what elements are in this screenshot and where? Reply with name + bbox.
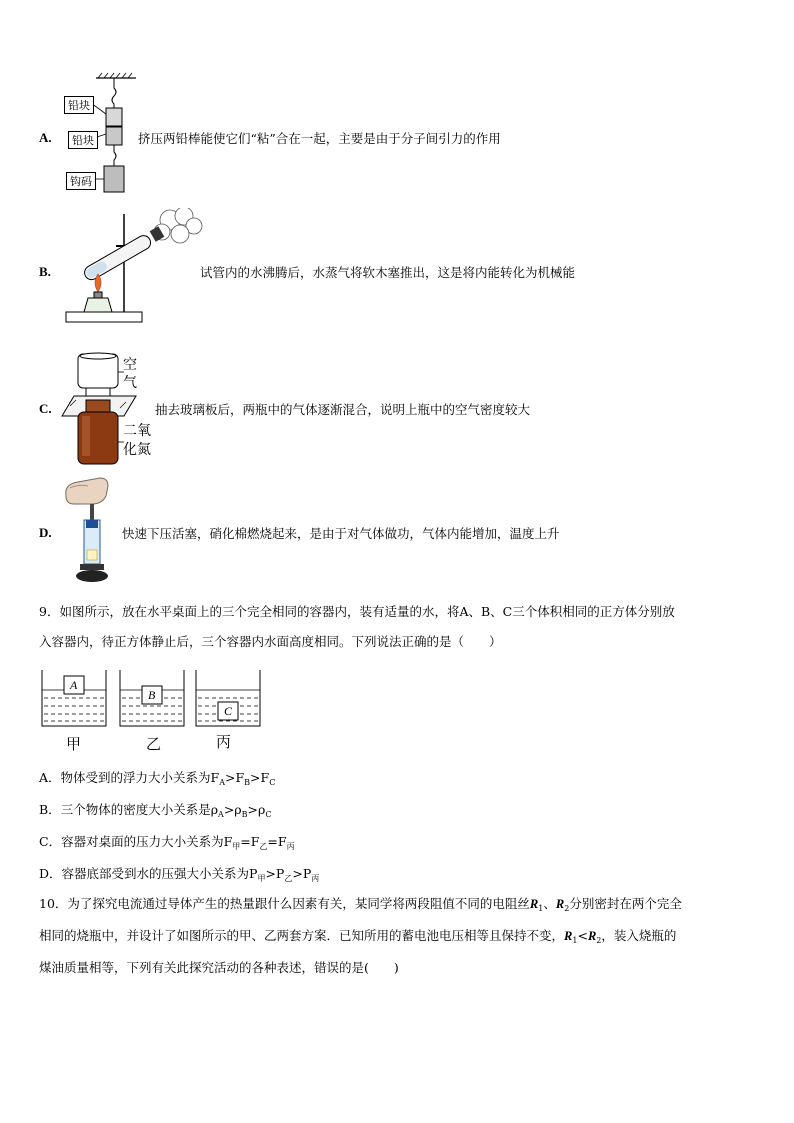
option-d-text: 快速下压活塞，硝化棉燃烧起来，是由于对气体做功，气体内能增加，温度上升 xyxy=(122,526,560,541)
option-c-letter: C. xyxy=(39,401,52,416)
label-no2-1: 二氧 xyxy=(123,423,151,439)
q9-line-1: 9．如图所示，放在水平桌面上的三个完全相同的容器内，装有适量的水，将A、B、C三个体积相同的正方体分别放 xyxy=(39,604,675,619)
label-air-2: 气 xyxy=(123,375,137,391)
label-lead-2: 铅块 xyxy=(68,131,98,149)
option-b-text: 试管内的水沸腾后，水蒸气将软木塞推出，这是将内能转化为机械能 xyxy=(200,265,576,280)
q9-option-a: A．物体受到的浮力大小关系为$F_A>F_B>F_C$ xyxy=(39,770,276,787)
option-d-letter: D. xyxy=(39,525,52,540)
label-lead-1: 铅块 xyxy=(64,96,94,114)
option-a-text: 挤压两铅棒能使它们“粘”合在一起，主要是由于分子间引力的作用 xyxy=(138,131,501,146)
label-air-1: 空 xyxy=(123,357,137,373)
q9-caption-yi: 乙 xyxy=(146,735,162,753)
q9-caption-jia: 甲 xyxy=(66,735,82,753)
q10-line-3: 煤油质量相等，下列有关此探究活动的各种表述，错误的是( ) xyxy=(39,960,399,975)
option-c-text: 抽去玻璃板后，两瓶中的气体逐渐混合，说明上瓶中的空气密度较大 xyxy=(155,402,531,417)
q9-line-2: 入容器内，待正方体静止后，三个容器内水面高度相同。下列说法正确的是（ ） xyxy=(39,634,502,649)
test-tube-figure xyxy=(62,208,204,332)
option-b-letter: B. xyxy=(39,264,51,279)
option-a-letter: A. xyxy=(39,130,52,145)
label-weight: 钩码 xyxy=(66,172,96,190)
piston-figure xyxy=(62,474,122,586)
q9-cube-a-label: A xyxy=(70,678,78,692)
q9-cube-c-label: C xyxy=(224,704,233,718)
q9-option-c: C．容器对桌面的压力大小关系为$F_甲=F_乙=F_丙$ xyxy=(39,834,295,851)
q9-option-d: D．容器底部受到水的压强大小关系为$P_甲>P_乙>P_丙$ xyxy=(39,866,320,883)
q10-line-2: 相同的烧瓶中，并设计了如图所示的甲、乙两套方案．已知所用的蓄电池电压相等且保持不变，$R_1<R_2$，装入烧瓶的 xyxy=(39,928,677,945)
label-no2-2: 化氮 xyxy=(123,442,151,458)
q9-caption-bing: 丙 xyxy=(216,733,232,751)
q9-cube-b-label: B xyxy=(148,688,156,702)
q9-option-b: B．三个物体的密度大小关系是$\rho_A>\rho_B>\rho_C$ xyxy=(39,802,272,819)
q10-line-1: 10．为了探究电流通过导体产生的热量跟什么因素有关，某同学将两段阻值不同的电阻丝$R_1$、$R_2$分别密封在两个完全 xyxy=(39,896,682,913)
